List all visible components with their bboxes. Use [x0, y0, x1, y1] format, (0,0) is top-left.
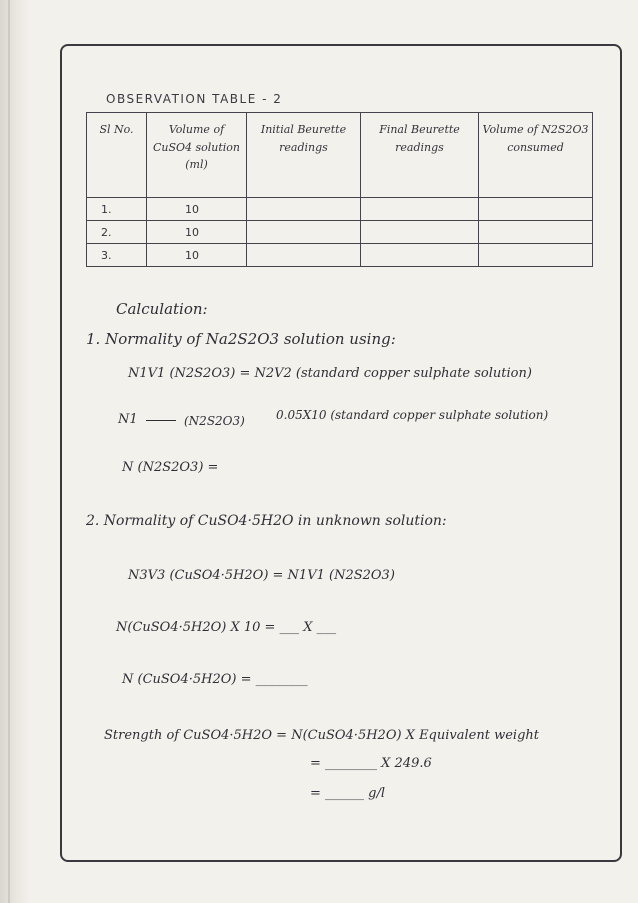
equation-4: N3V3 (CuSO4·5H2O) = N1V1 (N2S2O3) — [128, 568, 395, 583]
header-final: Final Beurette readings — [361, 113, 479, 198]
step-1-heading: 1. Normality of Na2S2O3 solution using: — [86, 330, 396, 348]
equation-2-left: N1 — [118, 412, 138, 427]
observation-table — [86, 112, 593, 267]
equation-3: N (N2S2O3) = — [122, 460, 219, 475]
cell-consumed — [479, 198, 593, 221]
strength-line-2: = ______ g/l — [310, 786, 386, 801]
equation-2-mid: (N2S2O3) — [184, 414, 245, 428]
cell-consumed — [479, 221, 593, 244]
cell-final — [361, 244, 479, 267]
cell-sl: 2. — [87, 221, 147, 244]
equation-1: N1V1 (N2S2O3) = N2V2 (standard copper sulphate solution) — [128, 366, 532, 381]
table-row — [87, 244, 593, 267]
notebook-binding — [0, 0, 30, 903]
cell-sl: 3. — [87, 244, 147, 267]
calculation-heading: Calculation: — [116, 300, 208, 318]
table-row — [87, 221, 593, 244]
equation-2-right: 0.05X10 (standard copper sulphate solution) — [276, 408, 549, 422]
page-edge — [8, 0, 10, 903]
header-initial: Initial Beurette readings — [247, 113, 361, 198]
cell-final — [361, 198, 479, 221]
table-title: OBSERVATION TABLE - 2 — [106, 92, 283, 106]
cell-volume: 10 — [147, 244, 247, 267]
cell-volume: 10 — [147, 198, 247, 221]
step-2-heading: 2. Normality of CuSO4·5H2O in unknown solution: — [86, 513, 447, 529]
strength-equation: Strength of CuSO4·5H2O = N(CuSO4·5H2O) X Equivalent weight — [104, 728, 539, 743]
table-row — [87, 198, 593, 221]
fraction-dash — [146, 420, 176, 421]
strength-line-1: = ________ X 249.6 — [310, 756, 432, 771]
cell-consumed — [479, 244, 593, 267]
table-header-row — [87, 113, 593, 198]
cell-sl: 1. — [87, 198, 147, 221]
header-volume: Volume of CuSO4 solution (ml) — [147, 113, 247, 198]
cell-volume: 10 — [147, 221, 247, 244]
cell-initial — [247, 244, 361, 267]
cell-final — [361, 221, 479, 244]
header-consumed: Volume of N2S2O3 consumed — [479, 113, 593, 198]
cell-initial — [247, 198, 361, 221]
header-sl-no: Sl No. — [87, 113, 147, 198]
equation-5: N(CuSO4·5H2O) X 10 = ___ X ___ — [116, 620, 337, 635]
equation-6: N (CuSO4·5H2O) = ________ — [122, 672, 308, 687]
cell-initial — [247, 221, 361, 244]
